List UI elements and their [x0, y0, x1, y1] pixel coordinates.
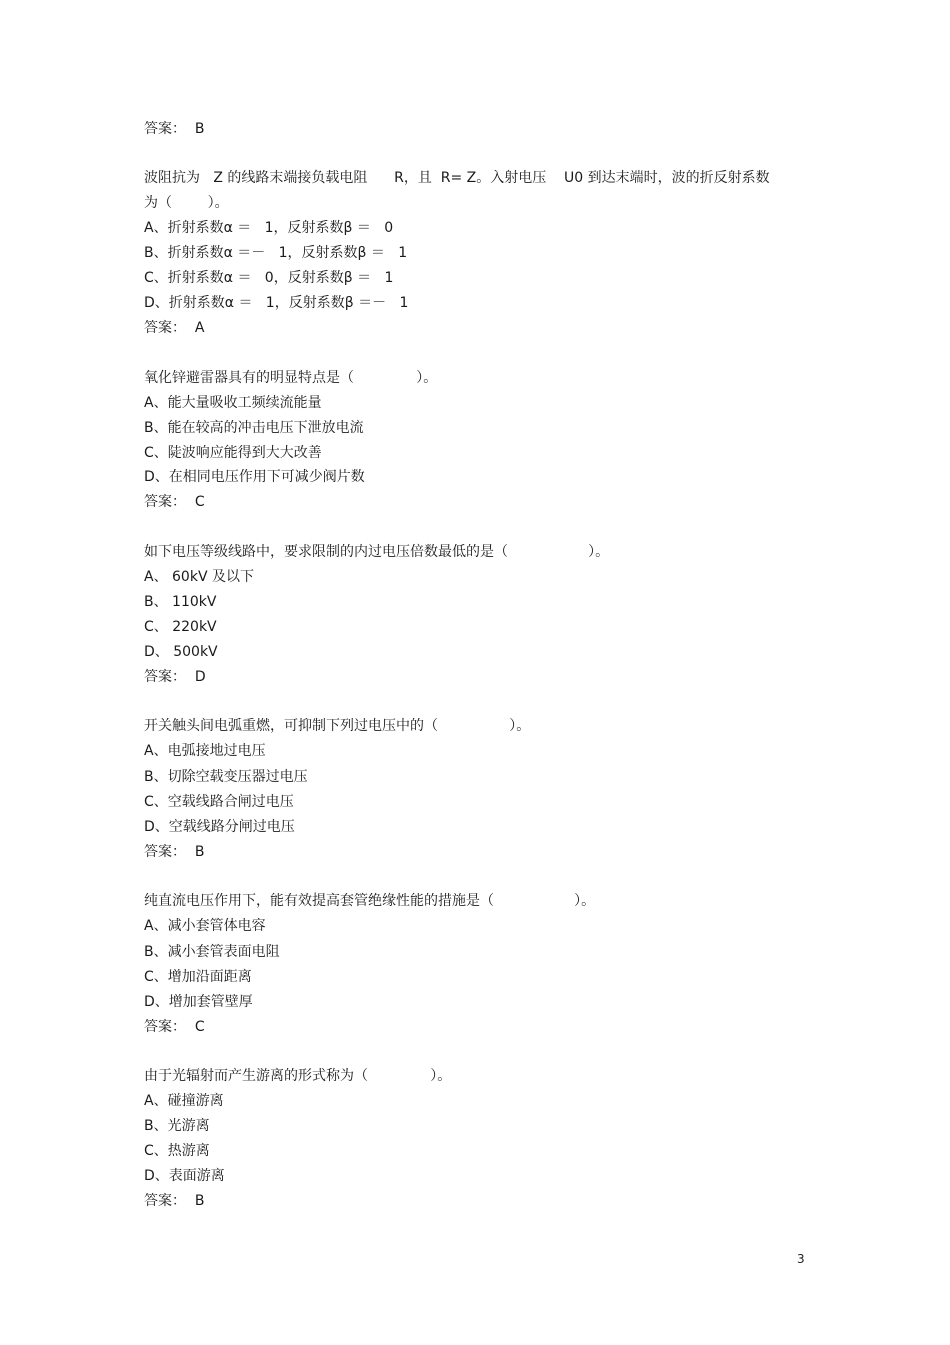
option-c: C、增加沿面距离 — [144, 969, 252, 985]
page-number: 3 — [797, 1252, 805, 1266]
option-d: D、表面游离 — [144, 1168, 225, 1184]
option-a: A、减小套管体电容 — [144, 918, 266, 934]
option-d: D、在相同电压作用下可减少阀片数 — [144, 469, 365, 485]
option-b: B、切除空载变压器过电压 — [144, 769, 308, 785]
option-b: B、减小套管表面电阻 — [144, 944, 280, 960]
question-stem: 波阻抗为 Z 的线路末端接负载电阻 R，且 R= Z。入射电压 U0 到达末端时，波的折反射系数 — [144, 170, 770, 186]
option-c: C、空载线路合闸过电压 — [144, 794, 294, 810]
option-d: D、增加套管壁厚 — [144, 994, 253, 1010]
option-b: B、折射系数α ＝－ 1，反射系数β ＝ 1 — [144, 245, 408, 261]
option-c: C、陡波响应能得到大大改善 — [144, 445, 322, 461]
question-stem: 由于光辐射而产生游离的形式称为（ ）。 — [144, 1068, 452, 1084]
answer-line: 答案： C — [144, 494, 205, 510]
question-stem: 氧化锌避雷器具有的明显特点是（ ）。 — [144, 370, 438, 386]
option-b: B、光游离 — [144, 1118, 210, 1134]
option-a: A、电弧接地过电压 — [144, 743, 266, 759]
question-stem: 如下电压等级线路中，要求限制的内过电压倍数最低的是（ ）。 — [144, 544, 610, 560]
option-a: A、 60kV 及以下 — [144, 569, 254, 585]
question-stem: 纯直流电压作用下，能有效提高套管绝缘性能的措施是（ ）。 — [144, 893, 596, 909]
option-a: A、能大量吸收工频续流能量 — [144, 395, 322, 411]
question-stem-continued: 为（ ）。 — [144, 195, 229, 211]
answer-line: 答案： B — [144, 121, 205, 137]
option-b: B、 110kV — [144, 594, 217, 610]
option-b: B、能在较高的冲击电压下泄放电流 — [144, 420, 364, 436]
answer-line: 答案： B — [144, 844, 205, 860]
answer-line: 答案： A — [144, 320, 205, 336]
option-d: D、折射系数α ＝ 1，反射系数β ＝－ 1 — [144, 295, 409, 311]
option-d: D、 500kV — [144, 644, 218, 660]
answer-line: 答案： B — [144, 1193, 205, 1209]
option-c: C、 220kV — [144, 619, 217, 635]
answer-line: 答案： C — [144, 1019, 205, 1035]
option-d: D、空载线路分闸过电压 — [144, 819, 295, 835]
option-a: A、折射系数α ＝ 1，反射系数β ＝ 0 — [144, 220, 394, 236]
option-c: C、折射系数α ＝ 0，反射系数β ＝ 1 — [144, 270, 394, 286]
option-c: C、热游离 — [144, 1143, 210, 1159]
answer-line: 答案： D — [144, 669, 206, 685]
option-a: A、碰撞游离 — [144, 1093, 224, 1109]
question-stem: 开关触头间电弧重燃，可抑制下列过电压中的（ ）。 — [144, 718, 531, 734]
